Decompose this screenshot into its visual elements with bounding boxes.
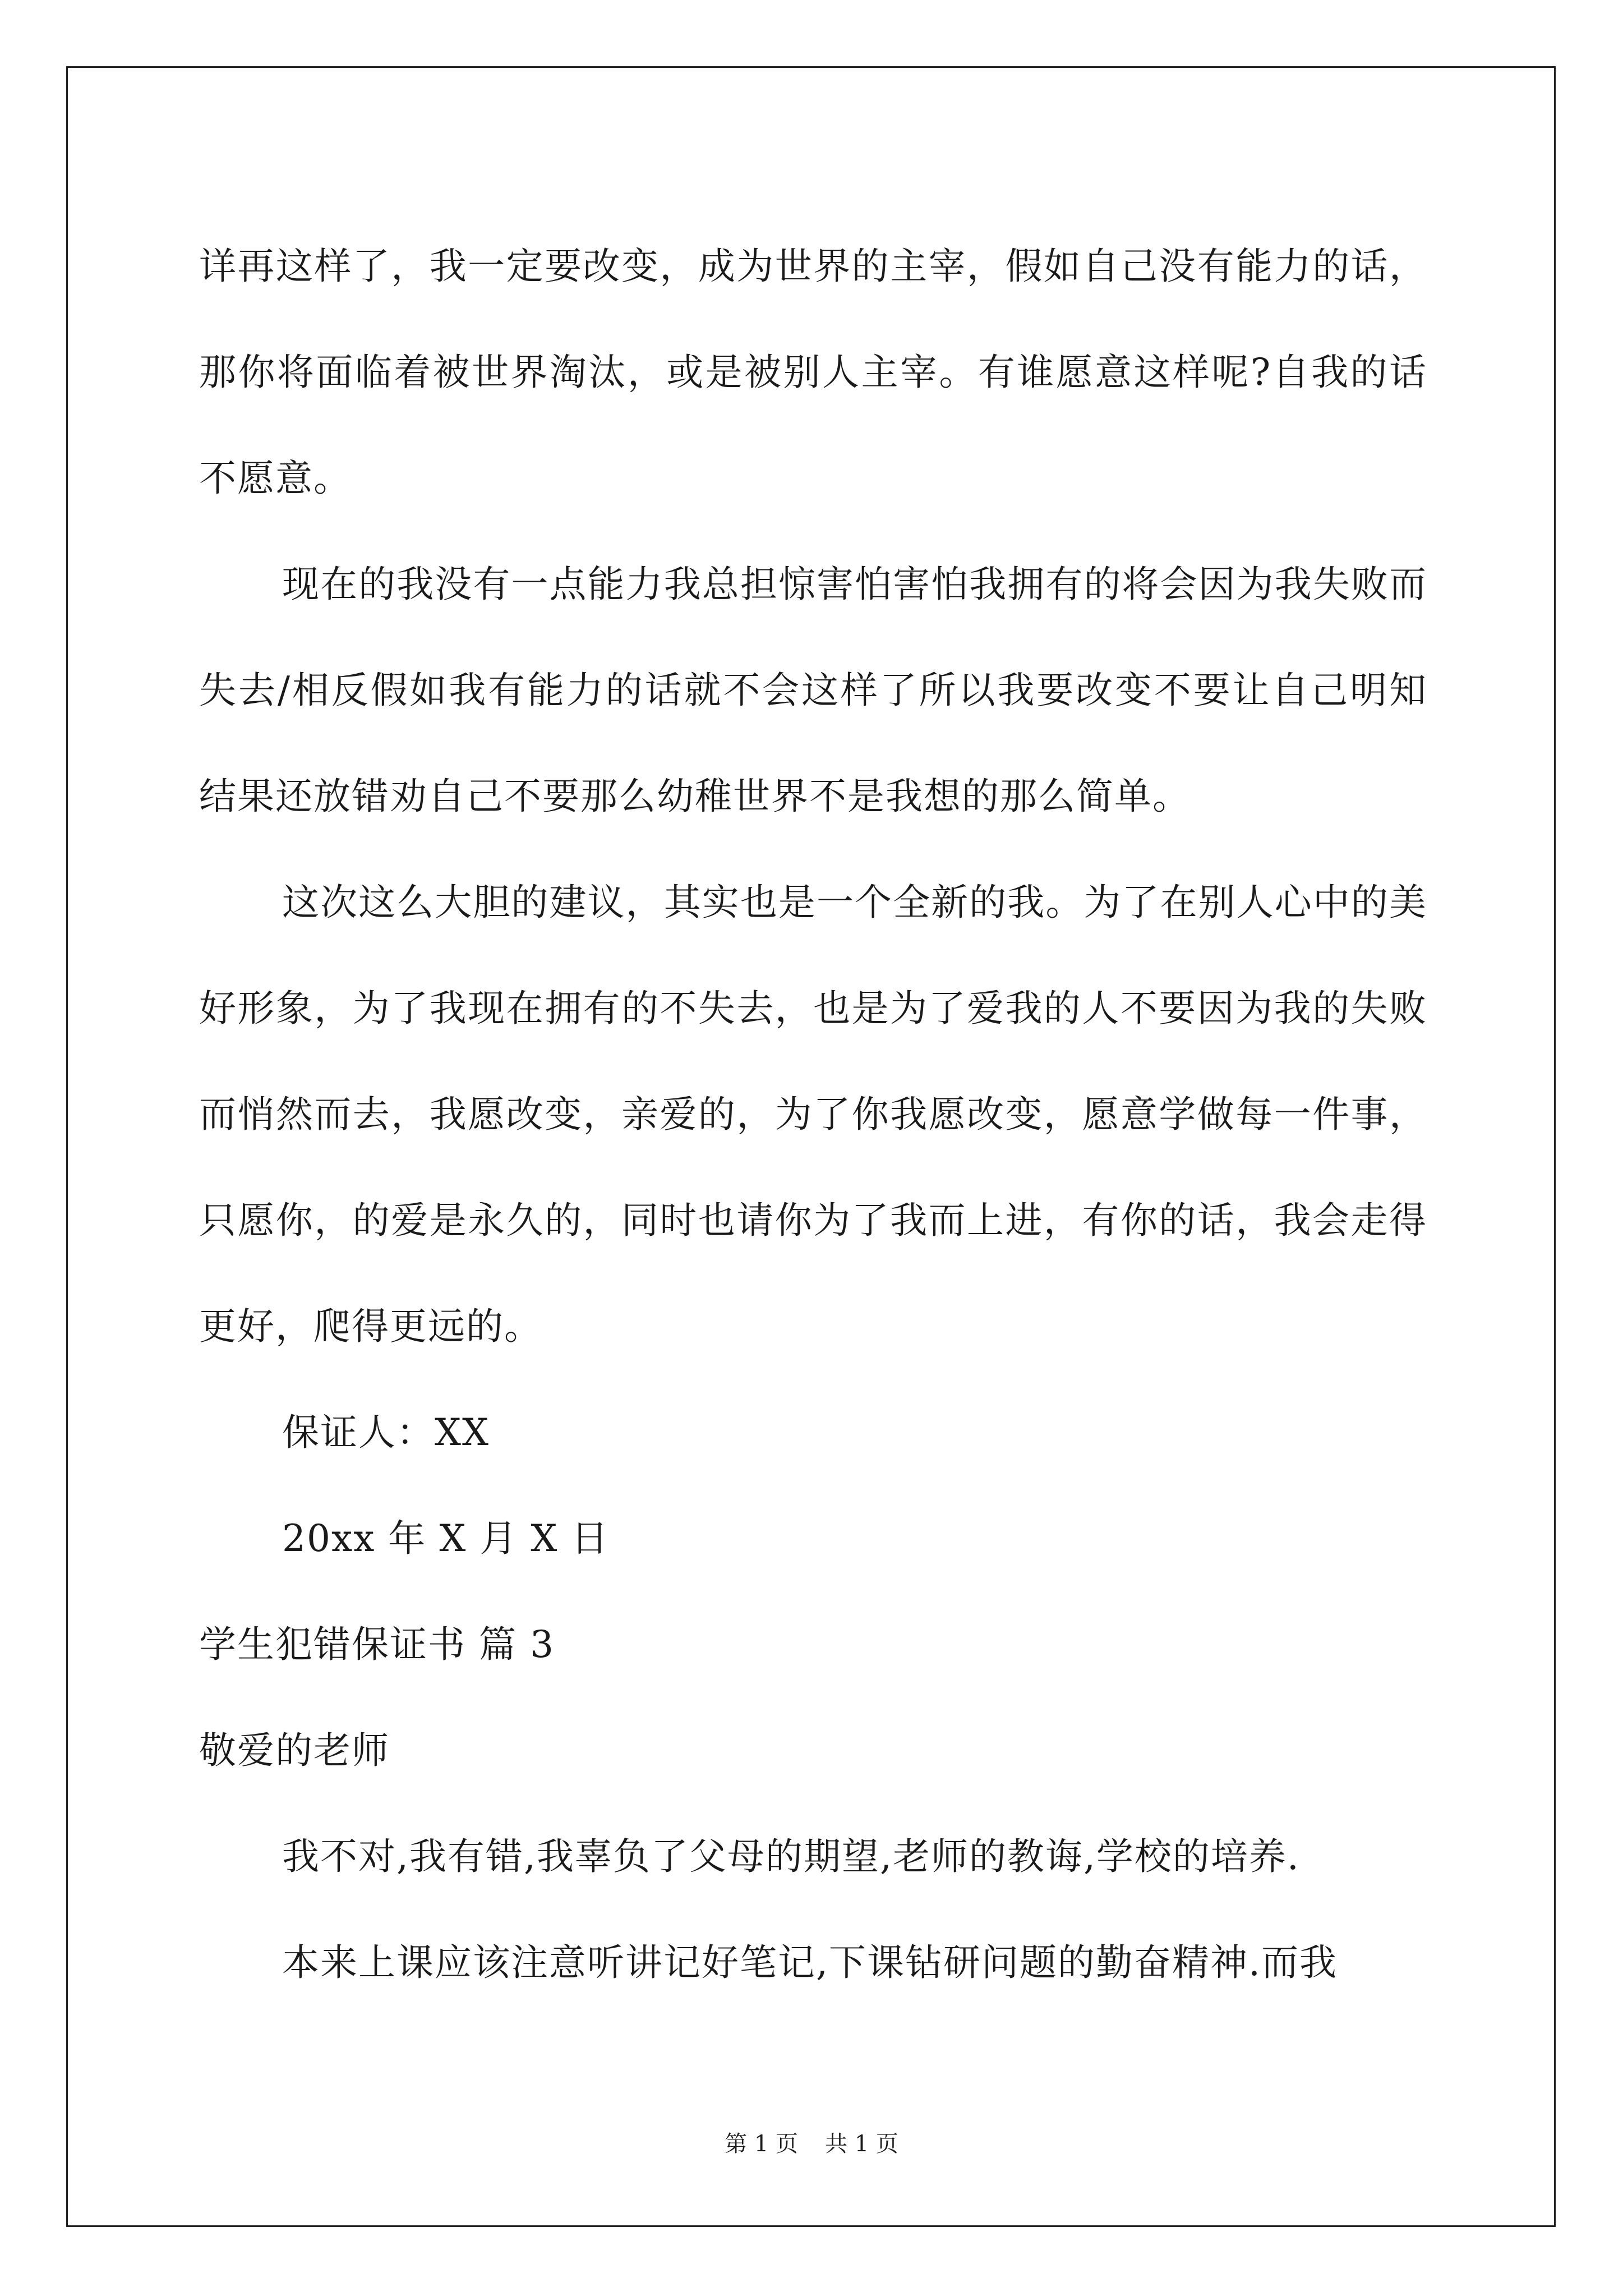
paragraph-1: 详再这样了，我一定要改变，成为世界的主宰，假如自己没有能力的话，那你将面临着被世界淘汰，或是被别人主宰。有谁愿意这样呢?自我的话不愿意。 <box>199 245 1427 500</box>
paragraph-4: 我不对,我有错,我辜负了父母的期望,老师的教诲,学校的培养. <box>282 1835 1300 1878</box>
document-body <box>199 213 1427 2016</box>
date-line: 20xx 年 X 月 X 日 <box>282 1517 610 1560</box>
section-title: 学生犯错保证书 篇 3 <box>199 1623 555 1666</box>
salutation: 敬爱的老师 <box>199 1729 390 1772</box>
paragraph-3: 这次这么大胆的建议，其实也是一个全新的我。为了在别人心中的美好形象，为了我现在拥有的不失去，也是为了爱我的人不要因为我的失败而悄然而去，我愿改变，亲爱的，为了你我愿改变，愿意学做每一件事，只愿你，的爱是永久的，同时也请你为了我而上进，有你的话，我会走得更好，爬得更远的。 <box>199 881 1427 1348</box>
paragraph-5: 本来上课应该注意听讲记好笔记,下课钻研问题的勤奋精神.而我 <box>282 1941 1338 1984</box>
guarantor-line: 保证人：XX <box>282 1411 490 1454</box>
page-number: 第 1 页 <box>725 2131 798 2157</box>
page-footer <box>0 2126 1623 2158</box>
page-total: 共 1 页 <box>825 2131 898 2157</box>
paragraph-2: 现在的我没有一点能力我总担惊害怕害怕我拥有的将会因为我失败而失去/相反假如我有能力的话就不会这样了所以我要改变不要让自己明知结果还放错劝自己不要那么幼稚世界不是我想的那么简单。 <box>199 563 1427 818</box>
